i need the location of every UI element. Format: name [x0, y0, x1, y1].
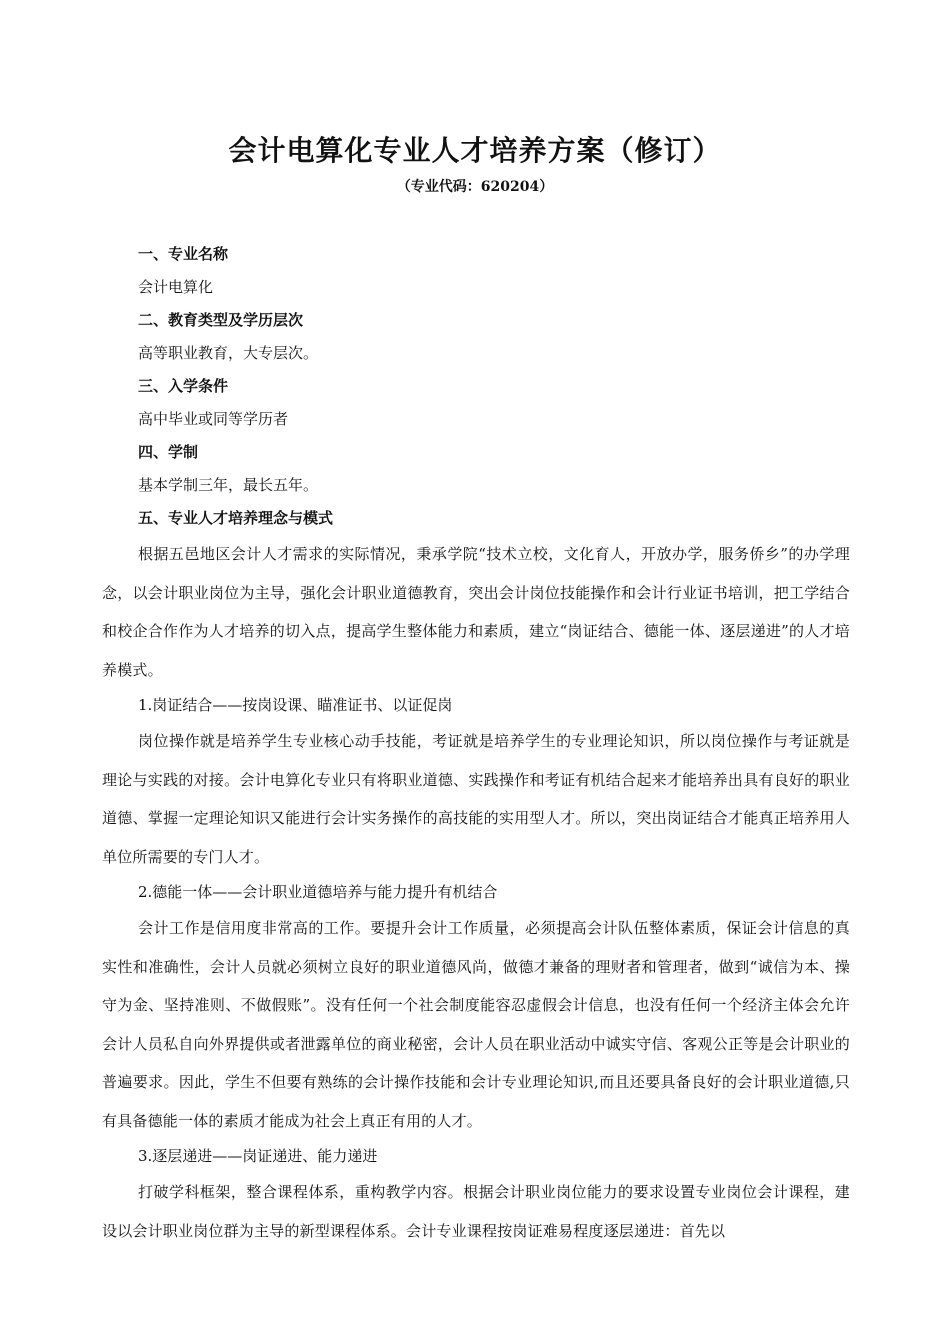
paragraph-post-certificate: 岗位操作就是培养学生专业核心动手技能，考证就是培养学生的专业理论知识，所以岗位操作与考证就是理论与实践的对接。会计电算化专业只有将职业道德、实践操作和考证有机结合起来才能培养出具有良好的职业道德、掌握一定理论知识又能进行会计实务操作的高技能的实用型人才。所以，突出岗证结合才能真正培养用人单位所需要的专门人才。: [102, 732, 850, 866]
paragraph-progressive: 打破学科框架，整合课程体系，重构教学内容。根据会计职业岗位能力的要求设置专业岗位会计课程，建设以会计职业岗位群为主导的新型课程体系。会计专业课程按岗证难易程度逐层递进：首先以: [102, 1183, 850, 1240]
section-heading-training-model: 五、专业人才培养理念与模式: [138, 509, 334, 527]
document-subtitle: （专业代码：620204）: [396, 179, 554, 195]
subheading-progressive: 3.逐层递进——岗证递进、能力递进: [138, 1147, 378, 1165]
section-text-admission: 高中毕业或同等学历者: [138, 410, 289, 428]
subheading-ethics-ability: 2.德能一体——会计职业道德培养与能力提升有机结合: [138, 883, 498, 901]
section-heading-major-name: 一、专业名称: [138, 245, 229, 263]
document-body: [102, 238, 850, 1250]
document-title: 会计电算化专业人才培养方案（修订）: [228, 134, 722, 167]
paragraph-training-intro: 根据五邑地区会计人才需求的实际情况，秉承学院“技术立校，文化育人，开放办学，服务侨乡”的办学理念，以会计职业岗位为主导，强化会计职业道德教育，突出会计岗位技能操作和会计行业证书培训，把工学结合和校企合作作为人才培养的切入点，提高学生整体能力和素质，建立“岗证结合、德能一体、逐层递进”的人才培养模式。: [102, 545, 850, 679]
section-text-education-type: 高等职业教育，大专层次。: [138, 344, 319, 362]
subheading-post-certificate: 1.岗证结合——按岗设课、瞄准证书、以证促岗: [138, 696, 453, 714]
section-heading-duration: 四、学制: [138, 443, 199, 461]
section-heading-education-type: 二、教育类型及学历层次: [138, 311, 304, 329]
paragraph-ethics-ability: 会计工作是信用度非常高的工作。要提升会计工作质量，必须提高会计队伍整体素质，保证会计信息的真实性和准确性，会计人员就必须树立良好的职业道德风尚，做德才兼备的理财者和管理者，做到“诚信为本、操守为金、坚持准则、不做假账”。没有任何一个社会制度能容忍虚假会计信息，也没有任何一个经济主体会允许会计人员私自向外界提供或者泄露单位的商业秘密，会计人员在职业活动中诚实守信、客观公正等是会计职业的普遍要求。因此，学生不但要有熟练的会计操作技能和会计专业理论知识,而且还要具备良好的会计职业道德,只有具备德能一体的素质才能成为社会上真正有用的人才。: [102, 919, 850, 1130]
section-heading-admission: 三、入学条件: [138, 377, 229, 395]
section-text-duration: 基本学制三年，最长五年。: [138, 476, 319, 494]
section-text-major-name: 会计电算化: [138, 278, 214, 296]
